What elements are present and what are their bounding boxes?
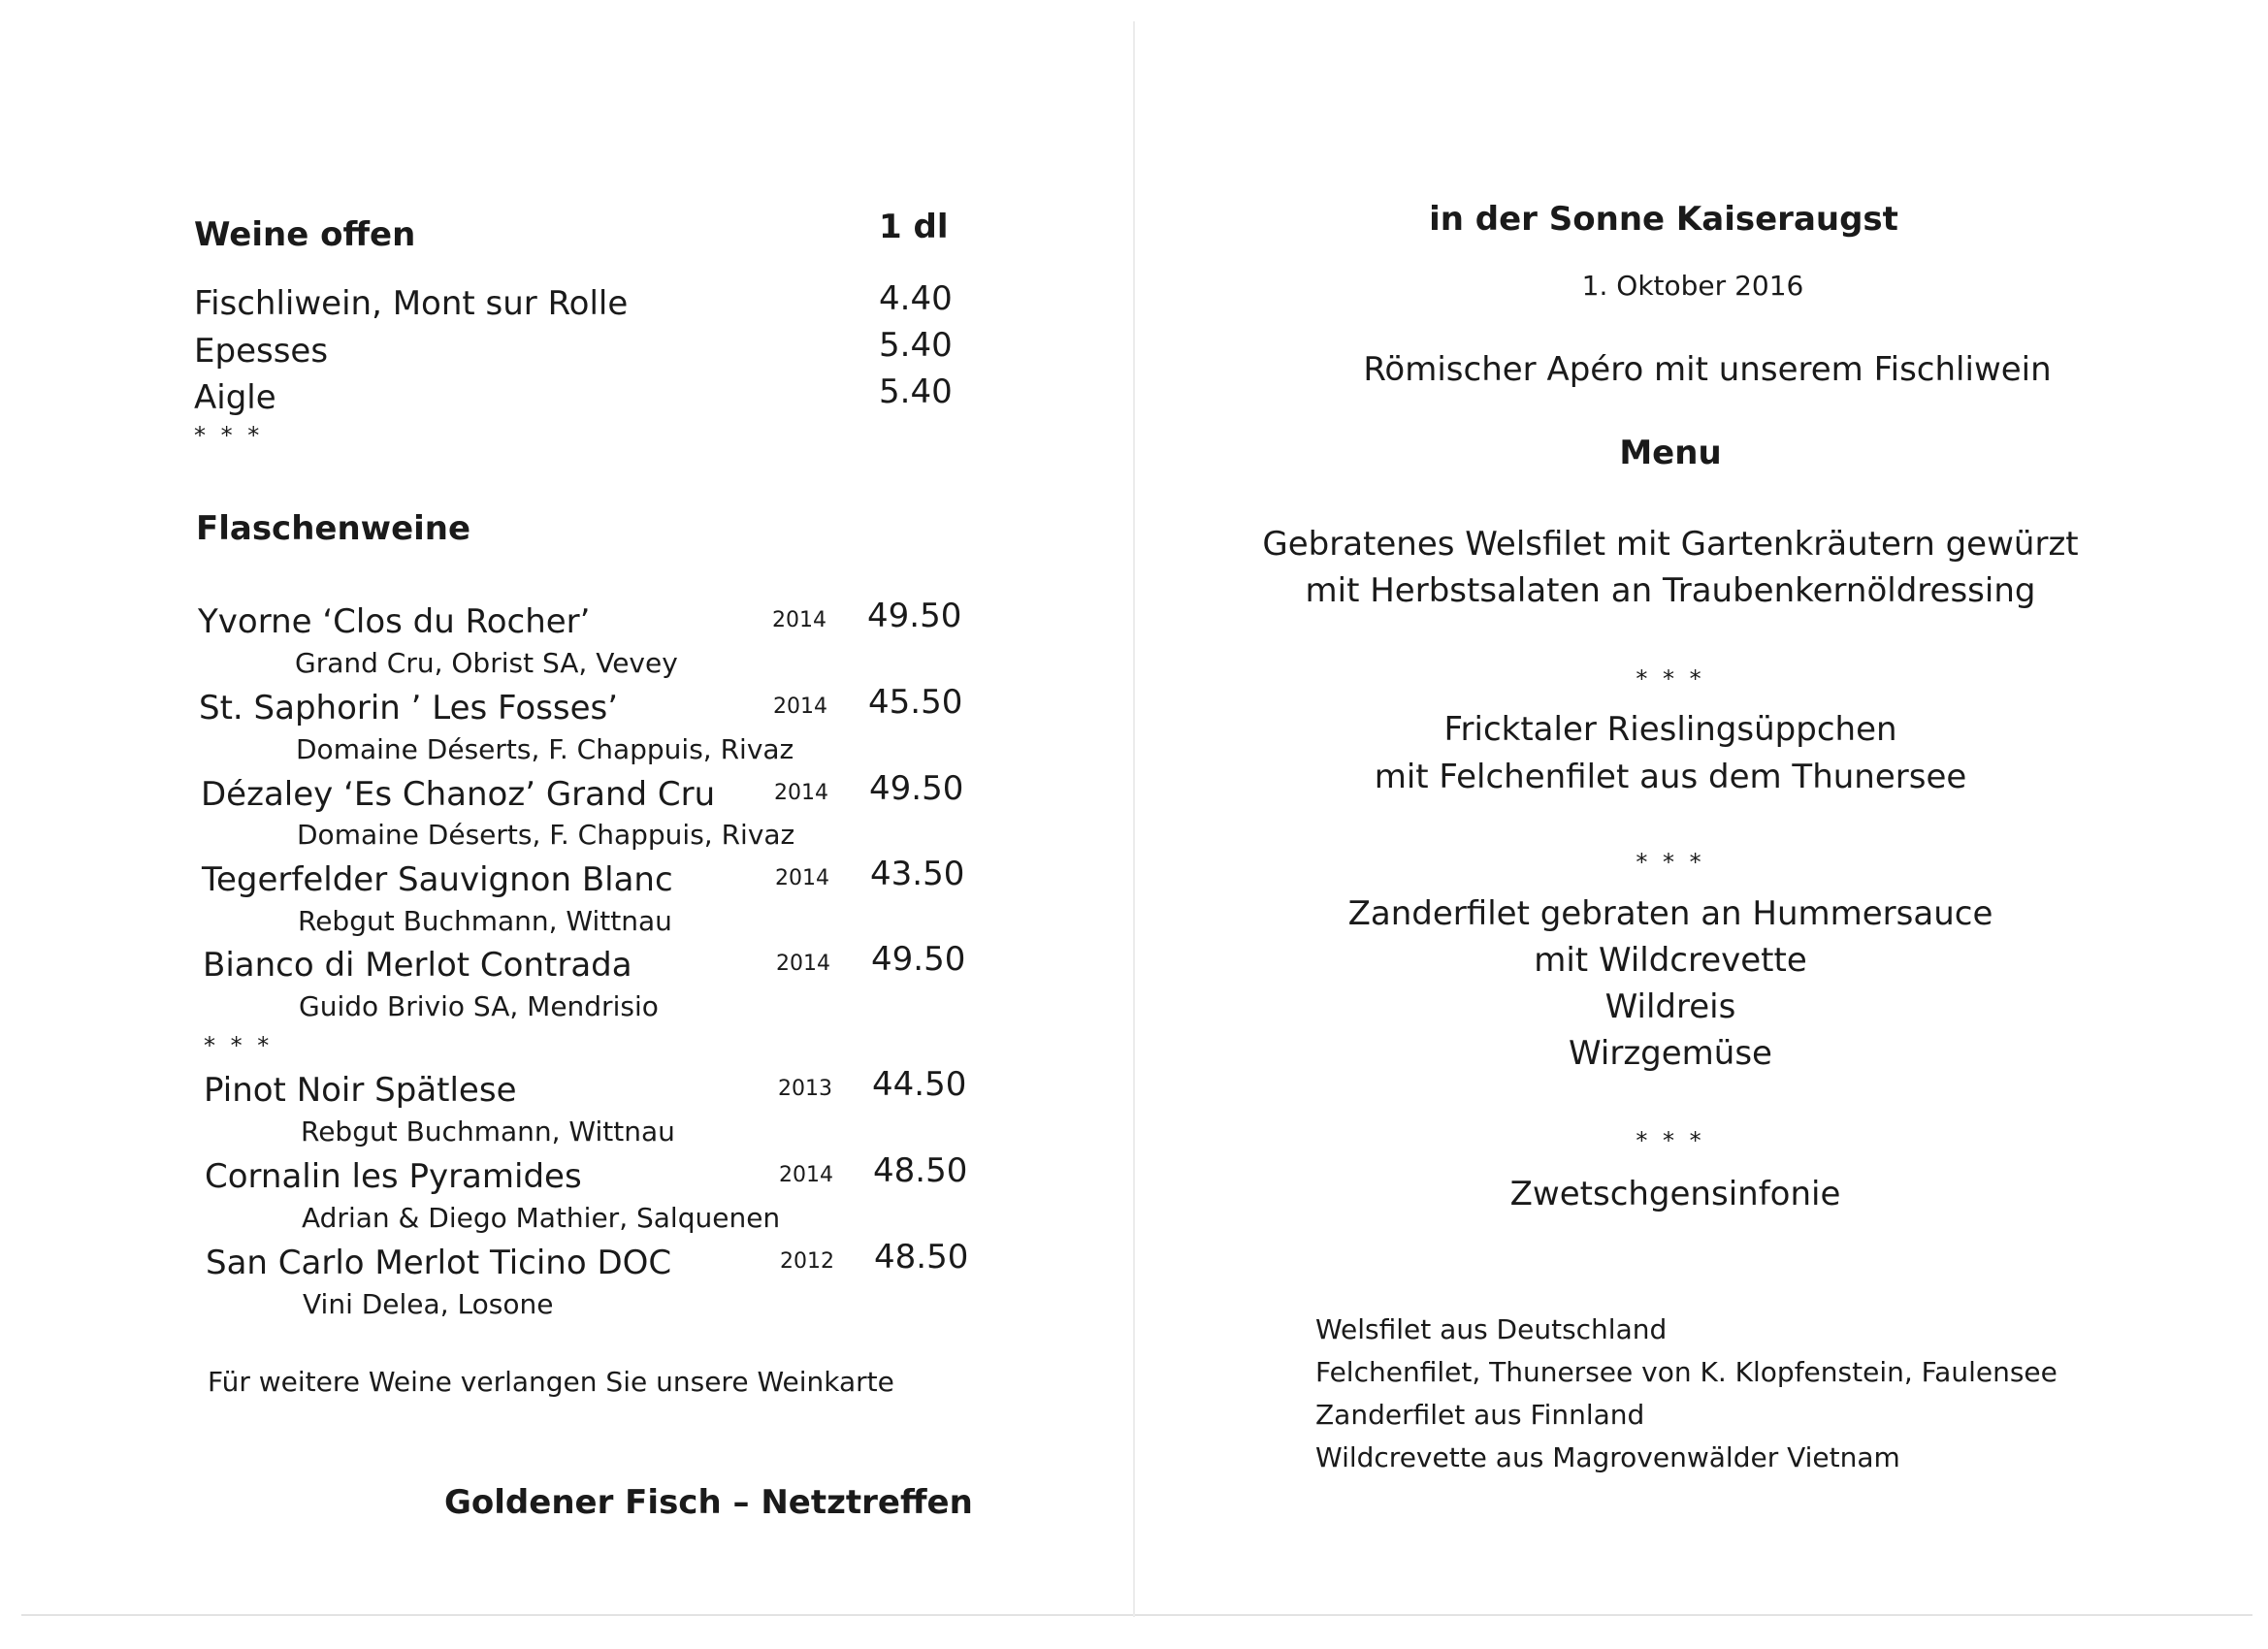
bottle-wine-year: 2014: [772, 608, 826, 632]
bottle-wine-year: 2012: [780, 1249, 834, 1274]
bottle-wine-price: 49.50: [867, 597, 962, 635]
bottle-wine-producer: Grand Cru, Obrist SA, Vevey: [295, 647, 678, 679]
bottle-wine-year: 2014: [779, 1163, 833, 1187]
course2-line: mit Felchenfilet aus dem Thunersee: [1374, 758, 1967, 796]
course3-line: mit Wildcrevette: [1534, 941, 1807, 980]
course1-line: mit Herbstsalaten an Traubenkernöldressing: [1305, 571, 2036, 610]
bottle-wine-price: 48.50: [873, 1151, 968, 1190]
open-wine-name: Aigle: [194, 378, 276, 417]
origin-note: Welsfilet aus Deutschland: [1315, 1313, 1668, 1345]
course3-line: Zanderfilet gebraten an Hummersauce: [1347, 894, 1993, 933]
open-wine-price: 5.40: [879, 372, 953, 411]
separator-stars: * * *: [1636, 665, 1705, 693]
bottle-wine-producer: Rebgut Buchmann, Wittnau: [298, 905, 672, 937]
bottle-wine-name: St. Saphorin ’ Les Fosses’: [199, 689, 619, 728]
bottle-wine-name: San Carlo Merlot Ticino DOC: [206, 1244, 672, 1282]
apero-line: Römischer Apéro mit unserem Fischliwein: [1363, 350, 2052, 389]
venue-title: in der Sonne Kaiseraugst: [1429, 200, 1898, 239]
open-wines-heading: Weine offen: [194, 215, 416, 254]
origin-note: Zanderfilet aus Finnland: [1315, 1399, 1645, 1431]
bottle-wine-producer: Rebgut Buchmann, Wittnau: [301, 1116, 675, 1148]
bottle-wine-producer: Adrian & Diego Mathier, Salquenen: [302, 1202, 781, 1234]
bottle-wine-year: 2014: [775, 866, 829, 890]
course2-line: Fricktaler Rieslingsüppchen: [1443, 710, 1897, 749]
bottle-wine-price: 49.50: [869, 769, 964, 808]
bottle-wine-year: 2014: [776, 952, 830, 976]
bottle-wine-price: 48.50: [874, 1238, 969, 1277]
bottle-wine-price: 44.50: [872, 1065, 967, 1104]
open-wine-name: Epesses: [194, 332, 329, 371]
bottle-wine-year: 2014: [773, 695, 827, 719]
bottle-wine-name: Yvorne ‘Clos du Rocher’: [198, 602, 591, 641]
separator-stars: * * *: [1636, 849, 1705, 876]
bottle-wine-price: 45.50: [868, 683, 963, 722]
bottle-wine-producer: Guido Brivio SA, Mendrisio: [299, 990, 659, 1022]
dessert-line: Zwetschgensinfonie: [1509, 1175, 1841, 1213]
bottle-wine-name: Dézaley ‘Es Chanoz’ Grand Cru: [201, 775, 716, 814]
open-wines-unit: 1 dl: [879, 208, 949, 246]
event-footer: Goldener Fisch – Netztreffen: [444, 1483, 973, 1522]
open-wine-price: 5.40: [879, 326, 953, 365]
bottle-wine-producer: Vini Delea, Losone: [303, 1288, 554, 1320]
origin-note: Wildcrevette aus Magrovenwälder Vietnam: [1315, 1441, 1900, 1473]
origin-note: Felchenfilet, Thunersee von K. Klopfenstein, Faulensee: [1315, 1356, 2057, 1388]
sheet-edge: [21, 1614, 2252, 1616]
open-wine-name: Fischliwein, Mont sur Rolle: [194, 284, 629, 323]
bottle-wine-producer: Domaine Déserts, F. Chappuis, Rivaz: [297, 819, 795, 851]
separator-stars: * * *: [194, 422, 264, 449]
bottle-wine-name: Tegerfelder Sauvignon Blanc: [202, 860, 673, 899]
fold-line: [1133, 21, 1135, 1617]
bottle-wine-price: 43.50: [870, 855, 965, 893]
bottle-wine-year: 2014: [774, 781, 828, 805]
open-wine-price: 4.40: [879, 279, 953, 318]
menu-heading: Menu: [1619, 434, 1722, 472]
separator-stars: * * *: [204, 1032, 274, 1059]
bottle-wine-name: Cornalin les Pyramides: [205, 1157, 582, 1196]
course3-line: Wildreis: [1604, 987, 1736, 1026]
bottle-wine-name: Bianco di Merlot Contrada: [203, 946, 632, 985]
separator-stars: * * *: [1636, 1127, 1705, 1154]
course3-line: Wirzgemüse: [1569, 1034, 1772, 1073]
bottle-wine-price: 49.50: [871, 940, 966, 979]
menu-date: 1. Oktober 2016: [1581, 270, 1804, 302]
bottle-wine-producer: Domaine Déserts, F. Chappuis, Rivaz: [296, 733, 794, 765]
bottle-wines-heading: Flaschenweine: [196, 509, 471, 548]
wine-list-note: Für weitere Weine verlangen Sie unsere Weinkarte: [208, 1366, 894, 1398]
bottle-wine-name: Pinot Noir Spätlese: [204, 1071, 517, 1110]
course1-line: Gebratenes Welsfilet mit Gartenkräutern gewürzt: [1262, 525, 2079, 564]
bottle-wine-year: 2013: [778, 1077, 832, 1101]
